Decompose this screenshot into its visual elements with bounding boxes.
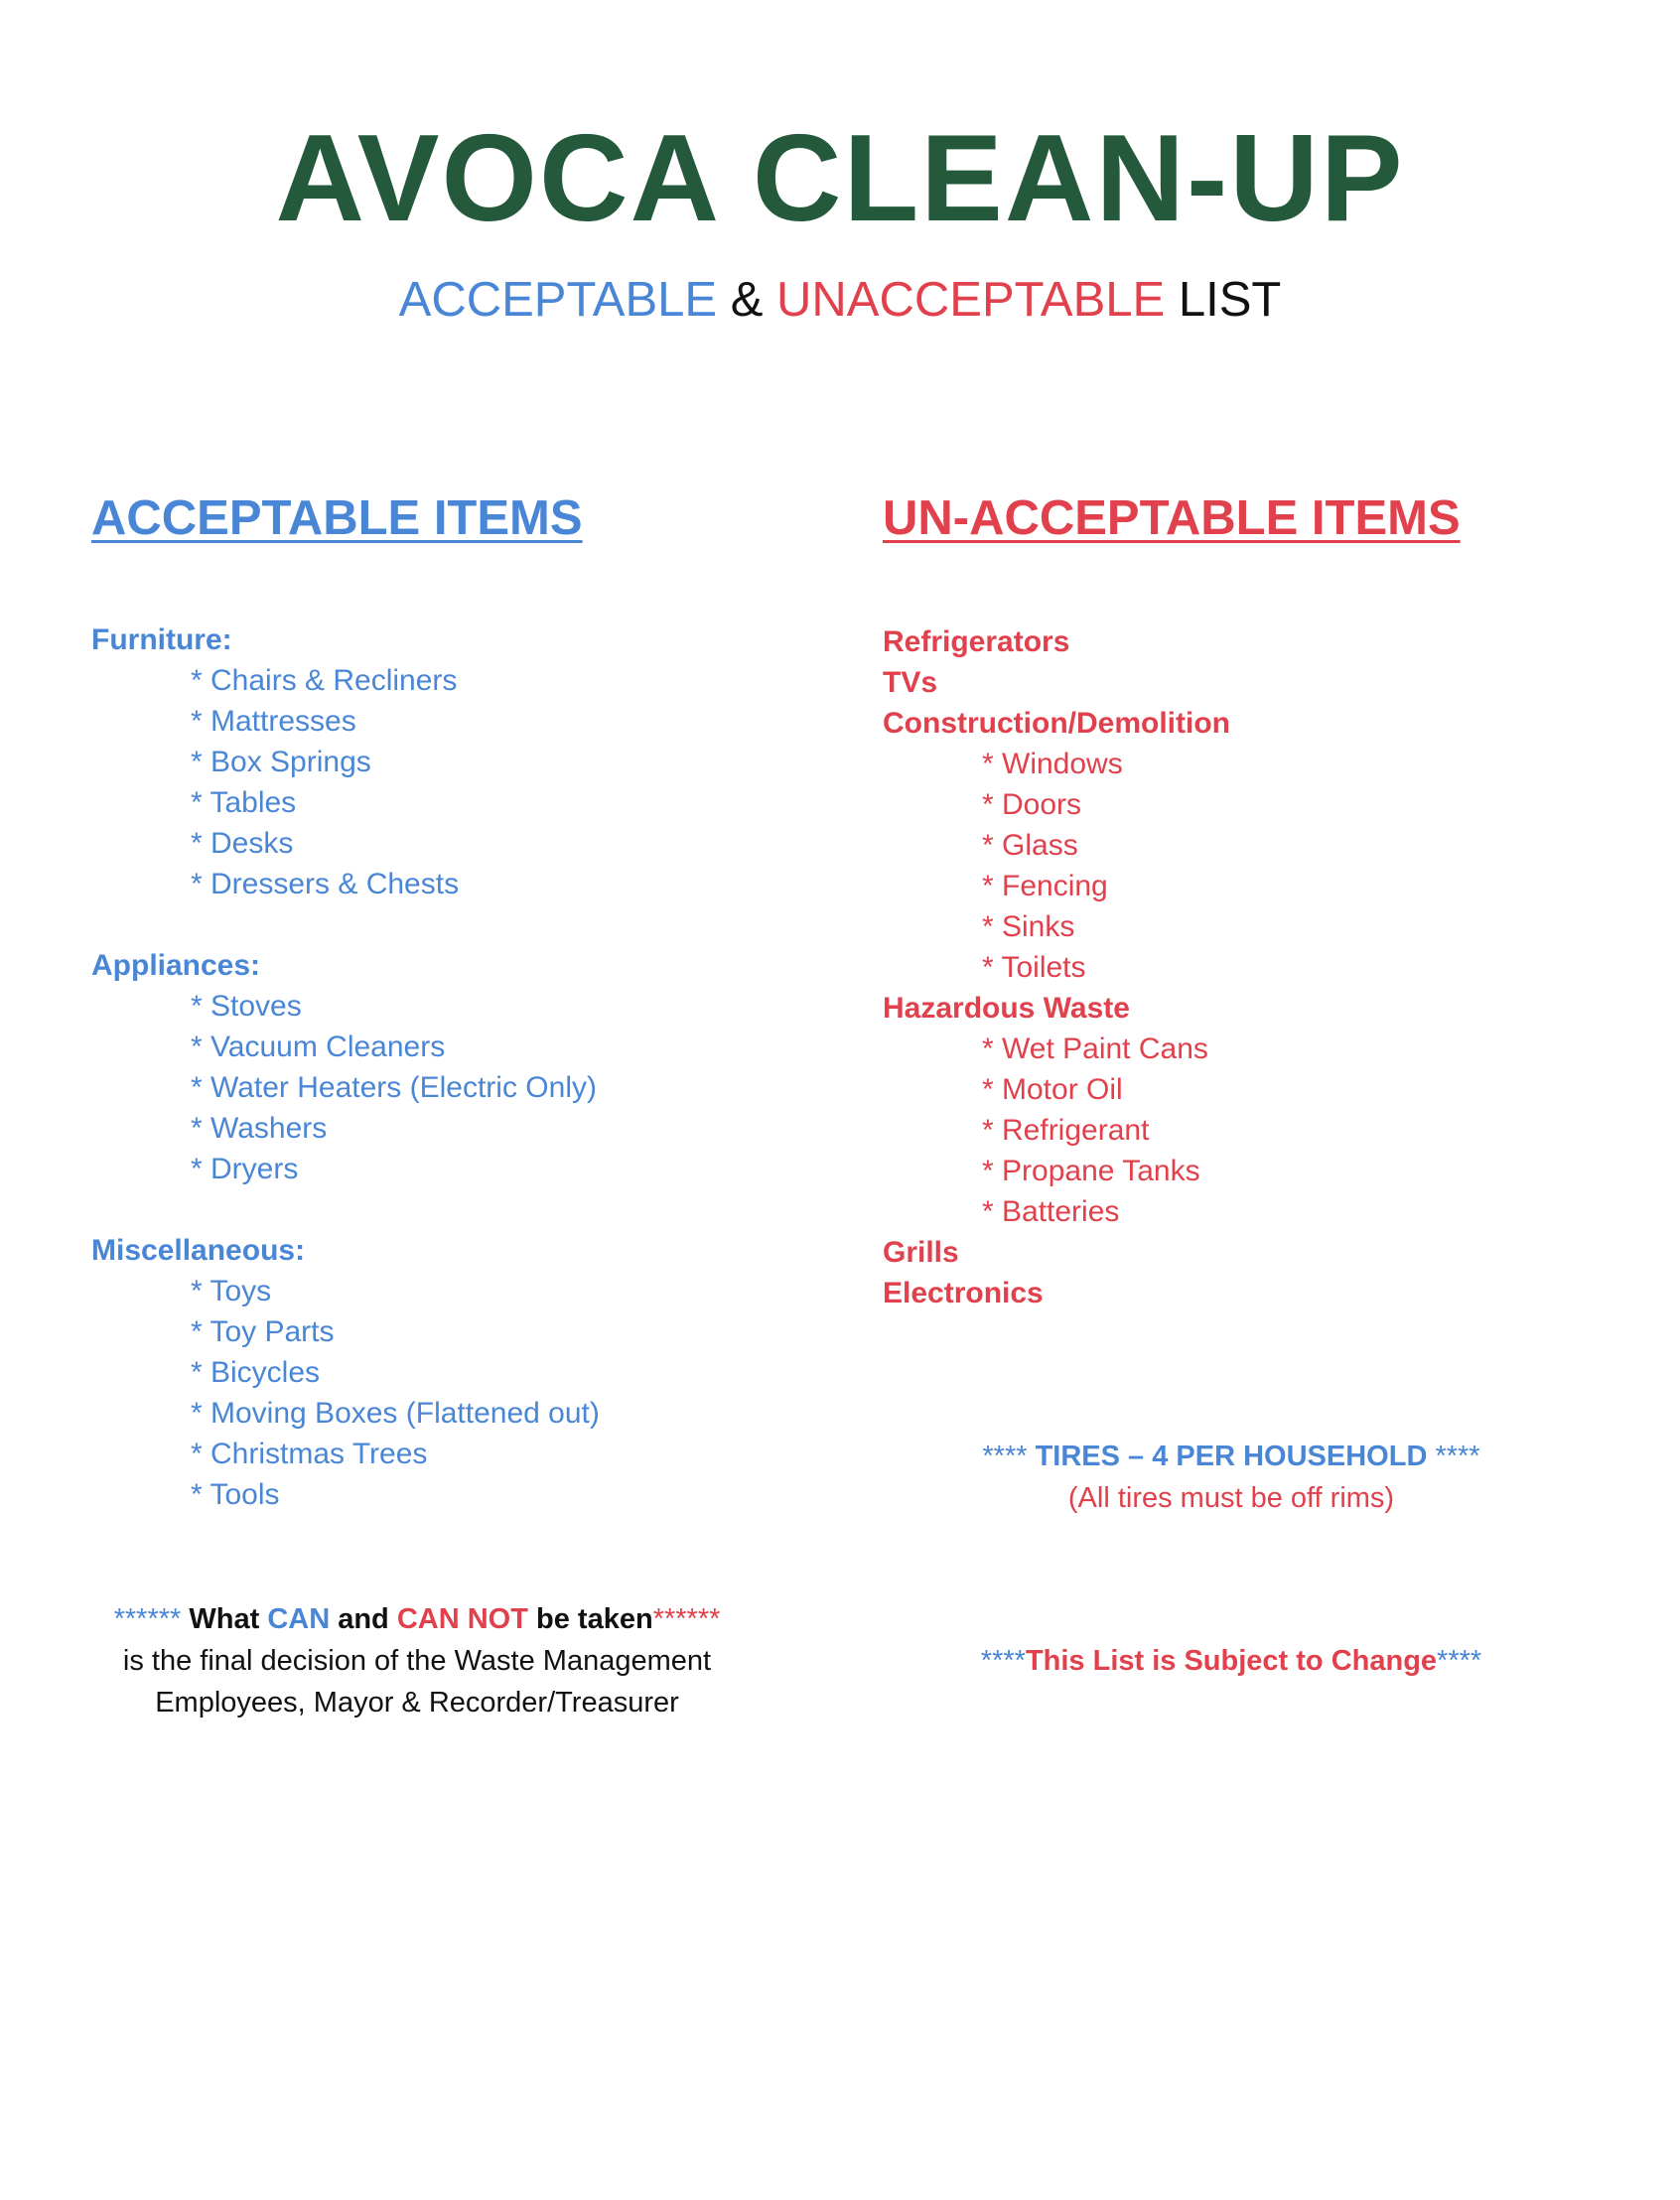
list-item: * Windows [982,748,1123,780]
decision-be-taken [528,1603,653,1635]
subtitle-acceptable: ACCEPTABLE [398,273,718,327]
list-item: * Toys [191,1275,272,1307]
list-item: * Motor Oil [982,1073,1123,1106]
stars-left: ****** [113,1603,182,1635]
stars-right: **** [1435,1441,1480,1472]
list-item: * Vacuum Cleaners [191,1031,446,1063]
spacer [91,1189,600,1230]
list-item: * Christmas Trees [191,1438,428,1470]
decision-and [330,1603,397,1635]
decision-headline [60,1598,774,1640]
word-what: What [189,1603,260,1635]
list-item: * Chairs & Recliners [191,664,458,697]
category-grills: Grills [883,1236,959,1269]
decision-notice [60,1598,774,1723]
decision-can: CAN [267,1603,331,1635]
decision-line-3: Employees, Mayor & Recorder/Treasurer [155,1687,679,1719]
word-be-taken: be taken [536,1603,653,1635]
stars-left: **** [982,1441,1028,1472]
subtitle-unacceptable: UNACCEPTABLE [776,273,1166,327]
stars-right: ****** [652,1603,721,1635]
list-item: * Doors [982,788,1082,821]
acceptable-items-list [91,619,600,1515]
list-item: * Toilets [982,951,1086,984]
list-item: * Bicycles [191,1356,321,1389]
category-miscellaneous: Miscellaneous: [91,1234,306,1267]
tires-notice [894,1436,1569,1519]
change-notice-text: This List is Subject to Change [1025,1645,1438,1677]
subtitle-list: LIST [1178,273,1282,327]
category-hazardous-waste: Hazardous Waste [883,992,1130,1025]
decision-line-2: is the final decision of the Waste Management [122,1645,712,1677]
acceptable-items-heading: ACCEPTABLE ITEMS [91,491,583,545]
category-furniture: Furniture: [91,623,232,656]
page-title: AVOCA CLEAN-UP [275,110,1405,247]
category-tvs: TVs [883,666,938,699]
list-item: * Dressers & Chests [191,868,460,900]
list-item: * Box Springs [191,746,371,778]
tires-limit-text: TIRES – 4 PER HOUSEHOLD [1035,1441,1428,1472]
subject-to-change-notice [894,1640,1569,1682]
list-item: * Moving Boxes (Flattened out) [191,1397,600,1430]
list-item: * Toy Parts [191,1315,335,1348]
list-item: * Batteries [982,1195,1120,1228]
category-refrigerators: Refrigerators [883,625,1070,658]
list-item: * Water Heaters (Electric Only) [191,1071,597,1104]
list-item: * Propane Tanks [982,1155,1200,1187]
page-subtitle [0,273,1680,327]
list-item: * Refrigerant [982,1114,1150,1147]
list-item: * Tables [191,786,297,819]
category-electronics: Electronics [883,1277,1044,1309]
list-item: * Wet Paint Cans [982,1032,1208,1065]
unacceptable-items-list [883,621,1230,1313]
list-item: * Dryers [191,1153,299,1185]
stars-right: **** [1437,1645,1482,1677]
list-item: * Washers [191,1112,328,1145]
list-item: * Glass [982,829,1078,862]
list-item: * Sinks [982,910,1075,943]
unacceptable-items-heading: UN-ACCEPTABLE ITEMS [883,491,1461,545]
decision-what [181,1603,267,1635]
spacer [91,904,600,945]
subtitle-ampersand: & [730,273,764,327]
list-item: * Fencing [982,870,1108,902]
tires-rims-note: (All tires must be off rims) [1067,1482,1395,1514]
tires-limit [894,1436,1569,1477]
list-item: * Desks [191,827,294,860]
list-item: * Stoves [191,990,302,1023]
category-construction: Construction/Demolition [883,707,1230,740]
word-and: and [338,1603,389,1635]
list-item: * Tools [191,1478,280,1511]
list-item: * Mattresses [191,705,356,738]
stars-left: **** [980,1645,1026,1677]
category-appliances: Appliances: [91,949,261,982]
decision-can-not: CAN NOT [396,1603,528,1635]
